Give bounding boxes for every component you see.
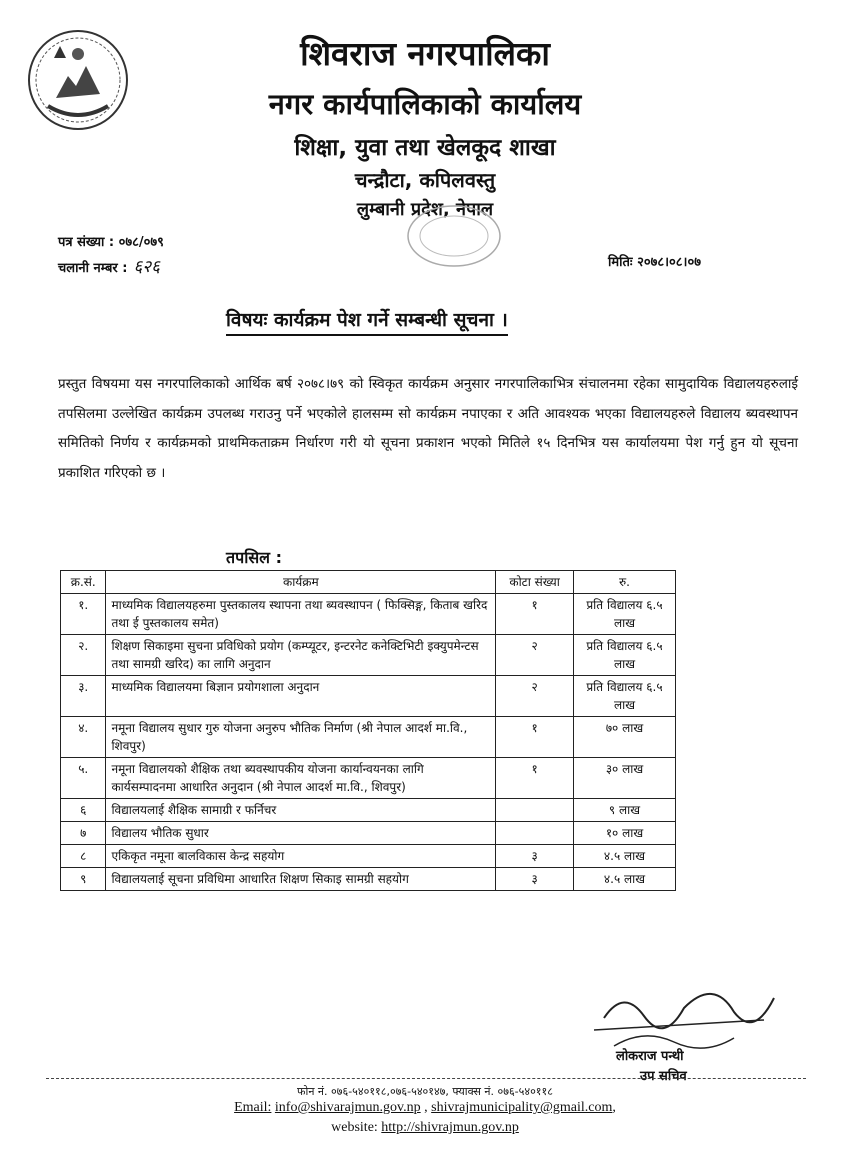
cell-program: माध्यमिक विद्यालयहरुमा पुस्तकालय स्थापना तथा ब्यवस्थापन ( फिक्सिङ्ग, किताब खरिद तथा ई पुस्तकालय समेत): [106, 594, 496, 635]
municipality-name: शिवराज नगरपालिका: [300, 34, 550, 73]
table-title: तपसिल :: [226, 548, 282, 567]
email-separator: ,: [424, 1100, 428, 1115]
cell-quota: ३: [496, 845, 574, 868]
cell-amount: ९ लाख: [573, 799, 675, 822]
email-prefix: Email:: [234, 1100, 272, 1115]
cell-serial: १.: [61, 594, 106, 635]
cell-amount: प्रति विद्यालय ६.५ लाख: [573, 676, 675, 717]
cell-amount: प्रति विद्यालय ६.५ लाख: [573, 635, 675, 676]
notice-body: प्रस्तुत विषयमा यस नगरपालिकाको आर्थिक बर्ष २०७८।७९ को स्विकृत कार्यक्रम अनुसार नगरपालिकाभित्र संचालनमा रहेका सामुदायिक विद्यालयहरुलाई तपसिलमा उल्लेखित कार्यक्रम उपलब्ध गराउनु पर्ने भएकोले हालसम्म सो कार्यक्रम नपाएका र अति आवश्यक भएका विद्यालयहरुले विद्यालय ब्यवस्थापन समितिको निर्णय र कार्यक्रमको प्राथमिकताक्रम निर्धारण गरी यो सूचना प्रकाशन भएको मितिले १५ दिनभित्र यस कार्यालयमा पेश गर्नु हुन यो सूचना प्रकाशित गरिएको छ ।: [58, 376, 798, 481]
footer-website: [0, 1120, 850, 1136]
cell-program: नमूना विद्यालय सुधार गुरु योजना अनुरुप भौतिक निर्माण (श्री नेपाल आदर्श मा.वि., शिवपुर): [106, 717, 496, 758]
col-amount: रु.: [573, 571, 675, 594]
table-row: [61, 868, 676, 891]
cell-quota: १: [496, 717, 574, 758]
footer-phone: फोन नं. ०७६-५४०११८,०७६-५४०१४७, फ्याक्स नं. ०७६-५४०११८: [297, 1085, 553, 1098]
cell-amount: ७० लाख: [573, 717, 675, 758]
col-serial: क्र.सं.: [61, 571, 106, 594]
email-link-gmail[interactable]: shivrajmunicipality@gmail.com: [431, 1100, 613, 1115]
office-stamp: [404, 202, 504, 270]
cell-serial: ९: [61, 868, 106, 891]
table-row: [61, 758, 676, 799]
cell-quota: १: [496, 594, 574, 635]
col-program: कार्यक्रम: [106, 571, 496, 594]
province-name: लुम्बानी प्रदेश, नेपाल: [356, 199, 494, 220]
cell-amount: ४.५ लाख: [573, 868, 675, 891]
cell-serial: ५.: [61, 758, 106, 799]
cell-serial: ४.: [61, 717, 106, 758]
cell-program: विद्यालय भौतिक सुधार: [106, 822, 496, 845]
cell-quota: १: [496, 758, 574, 799]
cell-program: विद्यालयलाई सूचना प्रविधिमा आधारित शिक्षण सिकाइ सामग्री सहयोग: [106, 868, 496, 891]
footer-email: [0, 1100, 850, 1116]
table-row: [61, 799, 676, 822]
cell-serial: ३.: [61, 676, 106, 717]
program-table: [60, 570, 676, 891]
dispatch-label: चलानी नम्बर :: [58, 261, 128, 276]
cell-amount: प्रति विद्यालय ६.५ लाख: [573, 594, 675, 635]
cell-serial: ६: [61, 799, 106, 822]
col-quota: कोटा संख्या: [496, 571, 574, 594]
notice-subject: विषयः कार्यक्रम पेश गर्ने सम्बन्धी सूचना ।: [226, 306, 508, 336]
website-link[interactable]: http://shivrajmun.gov.np: [381, 1120, 519, 1135]
cell-serial: ७: [61, 822, 106, 845]
cell-quota: [496, 822, 574, 845]
cell-amount: १० लाख: [573, 822, 675, 845]
website-prefix: website:: [331, 1120, 378, 1135]
cell-quota: २: [496, 676, 574, 717]
signatory-title: उप सचिव: [640, 1069, 687, 1084]
email-trailing-comma: ,: [612, 1100, 616, 1115]
table-row: [61, 676, 676, 717]
office-name: नगर कार्यपालिकाको कार्यालय: [268, 87, 582, 121]
cell-amount: ३० लाख: [573, 758, 675, 799]
cell-quota: २: [496, 635, 574, 676]
cell-amount: ४.५ लाख: [573, 845, 675, 868]
cell-quota: [496, 799, 574, 822]
cell-serial: २.: [61, 635, 106, 676]
table-row: [61, 845, 676, 868]
cell-program: शिक्षण सिकाइमा सुचना प्रविधिको प्रयोग (कम्प्यूटर, इन्टरनेट कनेक्टिभिटी इक्युपमेन्टस तथा सामग्री खरिद) का लागि अनुदान: [106, 635, 496, 676]
table-row: [61, 822, 676, 845]
table-row: [61, 717, 676, 758]
cell-program: माध्यमिक विद्यालयमा बिज्ञान प्रयोगशाला अनुदान: [106, 676, 496, 717]
letter-number: पत्र संख्या : ०७८/०७९: [58, 235, 164, 250]
handwritten-signature: [584, 968, 784, 1078]
cell-program: विद्यालयलाई शैक्षिक सामाग्री र फर्निचर: [106, 799, 496, 822]
section-name: शिक्षा, युवा तथा खेलकूद शाखा: [294, 135, 556, 161]
table-row: [61, 594, 676, 635]
office-address: चन्द्रौटा, कपिलवस्तु: [354, 168, 496, 192]
cell-program: नमूना विद्यालयको शैक्षिक तथा ब्यवस्थापकीय योजना कार्यान्वयनका लागि कार्यसम्पादनमा आधारित अनुदान (श्री नेपाल आदर्श मा.वि., शिवपुर): [106, 758, 496, 799]
signatory-name: लोकराज पन्थी: [616, 1049, 684, 1064]
email-link-office[interactable]: info@shivarajmun.gov.np: [274, 1100, 421, 1115]
cell-quota: ३: [496, 868, 574, 891]
table-row: [61, 635, 676, 676]
cell-program: एकिकृत नमूना बालविकास केन्द्र सहयोग: [106, 845, 496, 868]
dispatch-value: ६२६: [133, 257, 160, 277]
table-header-row: [61, 571, 676, 594]
cell-serial: ८: [61, 845, 106, 868]
footer-divider: [46, 1078, 806, 1079]
dispatch-number: [58, 254, 160, 277]
letter-date: मितिः २०७८।०८।०७: [608, 255, 702, 270]
